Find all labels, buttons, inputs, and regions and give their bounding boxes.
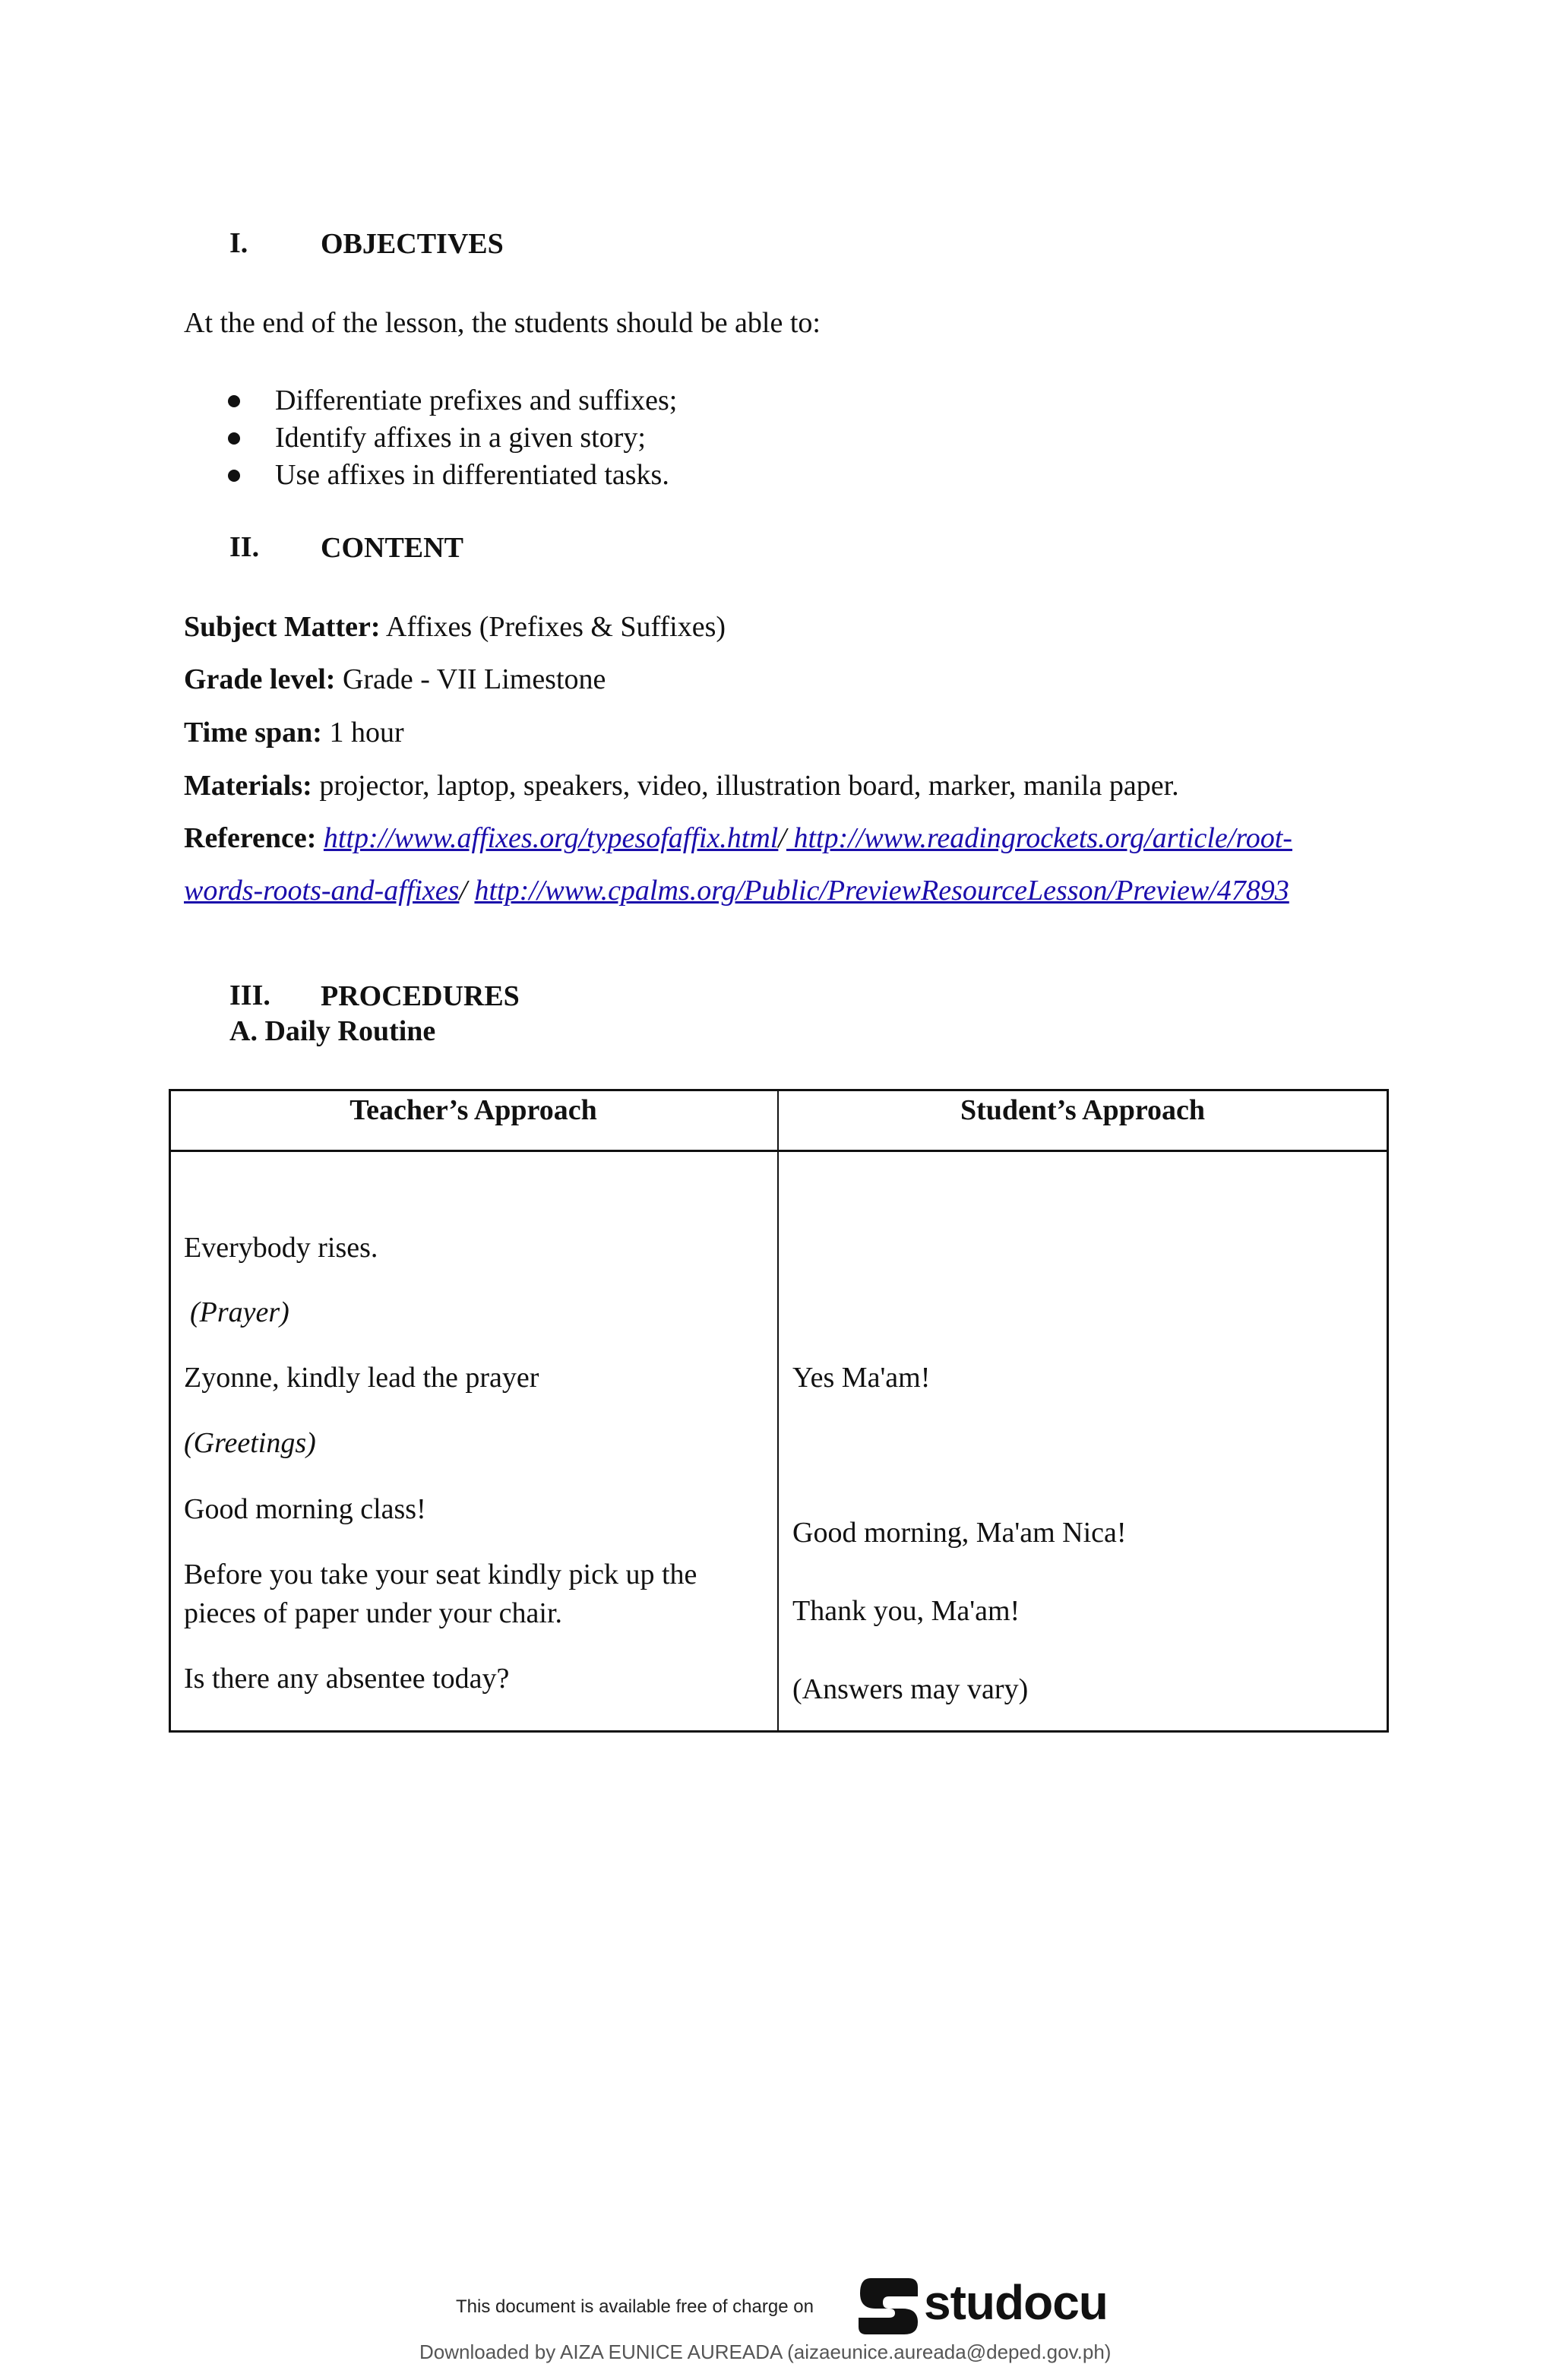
materials-value: projector, laptop, speakers, video, illustration board, marker, manila paper. bbox=[312, 770, 1179, 802]
table-right-border bbox=[1387, 1089, 1389, 1733]
reference-link-cpalms[interactable]: http://www.cpalms.org/Public/PreviewResourceLesson/Preview/47893 bbox=[474, 875, 1289, 907]
student-approach-header: Student’s Approach bbox=[960, 1094, 1206, 1126]
teacher-greetings-note: (Greetings) bbox=[184, 1427, 316, 1459]
time-span-line bbox=[184, 715, 404, 750]
table-bottom-border bbox=[169, 1730, 1389, 1733]
reference-separator: / bbox=[778, 822, 786, 854]
footer-available-text: This document is available free of charge on bbox=[456, 2296, 814, 2317]
bullet-icon bbox=[228, 470, 240, 482]
materials-label: Materials: bbox=[184, 770, 312, 802]
teacher-good-morning: Good morning class! bbox=[184, 1493, 426, 1525]
procedures-numeral: III. bbox=[229, 980, 270, 1011]
reference-link-affixes[interactable]: http://www.affixes.org/typesofaffix.html bbox=[323, 822, 779, 854]
subject-matter-line bbox=[184, 609, 726, 644]
grade-level-label: Grade level: bbox=[184, 663, 336, 695]
objective-item-3: Use affixes in differentiated tasks. bbox=[275, 459, 669, 491]
teacher-pickup-line-1: Before you take your seat kindly pick up the bbox=[184, 1559, 697, 1590]
time-span-value: 1 hour bbox=[321, 717, 404, 748]
objective-item-2: Identify affixes in a given story; bbox=[275, 422, 646, 454]
table-left-border bbox=[169, 1089, 171, 1733]
teacher-pickup-line-2: pieces of paper under your chair. bbox=[184, 1597, 563, 1629]
objective-item-1: Differentiate prefixes and suffixes; bbox=[275, 385, 678, 416]
table-header-divider bbox=[169, 1150, 1389, 1152]
reference-link-readingrockets-cont[interactable]: words-roots-and-affixes bbox=[184, 875, 460, 907]
content-numeral: II. bbox=[229, 531, 260, 563]
materials-line bbox=[184, 768, 1179, 803]
student-good-morning: Good morning, Ma'am Nica! bbox=[792, 1517, 1127, 1549]
objectives-intro: At the end of the lesson, the students should be able to: bbox=[184, 307, 821, 339]
reference-line-2 bbox=[184, 873, 1289, 908]
reference-line-1 bbox=[184, 821, 1292, 856]
student-yes-maam: Yes Ma'am! bbox=[792, 1362, 931, 1394]
subject-matter-value: Affixes (Prefixes & Suffixes) bbox=[380, 611, 726, 643]
teacher-absentee: Is there any absentee today? bbox=[184, 1663, 510, 1695]
footer-downloaded-by: Downloaded by AIZA EUNICE AUREADA (aizaeunice.aureada@deped.gov.ph) bbox=[419, 2340, 1112, 2363]
content-heading: CONTENT bbox=[321, 532, 463, 564]
reference-label: Reference: bbox=[184, 822, 317, 854]
time-span-label: Time span: bbox=[184, 717, 322, 748]
studocu-logo-icon bbox=[855, 2275, 922, 2337]
student-answers-vary: (Answers may vary) bbox=[792, 1673, 1029, 1705]
reference-link-readingrockets[interactable]: http://www.readingrockets.org/article/root- bbox=[786, 822, 1292, 854]
teacher-everybody-rises: Everybody rises. bbox=[184, 1232, 378, 1264]
objectives-heading: OBJECTIVES bbox=[321, 228, 504, 260]
bullet-icon bbox=[228, 432, 240, 445]
table-column-divider bbox=[777, 1089, 779, 1733]
student-thank-you: Thank you, Ma'am! bbox=[792, 1595, 1020, 1627]
grade-level-value: Grade - VII Limestone bbox=[335, 663, 606, 695]
bullet-icon bbox=[228, 395, 240, 407]
table-top-border bbox=[169, 1089, 1389, 1091]
daily-routine-heading: A. Daily Routine bbox=[229, 1015, 436, 1047]
teacher-approach-header: Teacher’s Approach bbox=[349, 1094, 597, 1126]
teacher-prayer-note: (Prayer) bbox=[190, 1296, 289, 1328]
subject-matter-label: Subject Matter: bbox=[184, 611, 381, 643]
grade-level-line bbox=[184, 662, 606, 697]
procedures-heading: PROCEDURES bbox=[321, 980, 520, 1012]
teacher-lead-prayer: Zyonne, kindly lead the prayer bbox=[184, 1362, 539, 1394]
reference-separator: / bbox=[459, 875, 467, 907]
studocu-brand[interactable]: studocu bbox=[924, 2275, 1108, 2330]
objectives-numeral: I. bbox=[229, 227, 248, 259]
